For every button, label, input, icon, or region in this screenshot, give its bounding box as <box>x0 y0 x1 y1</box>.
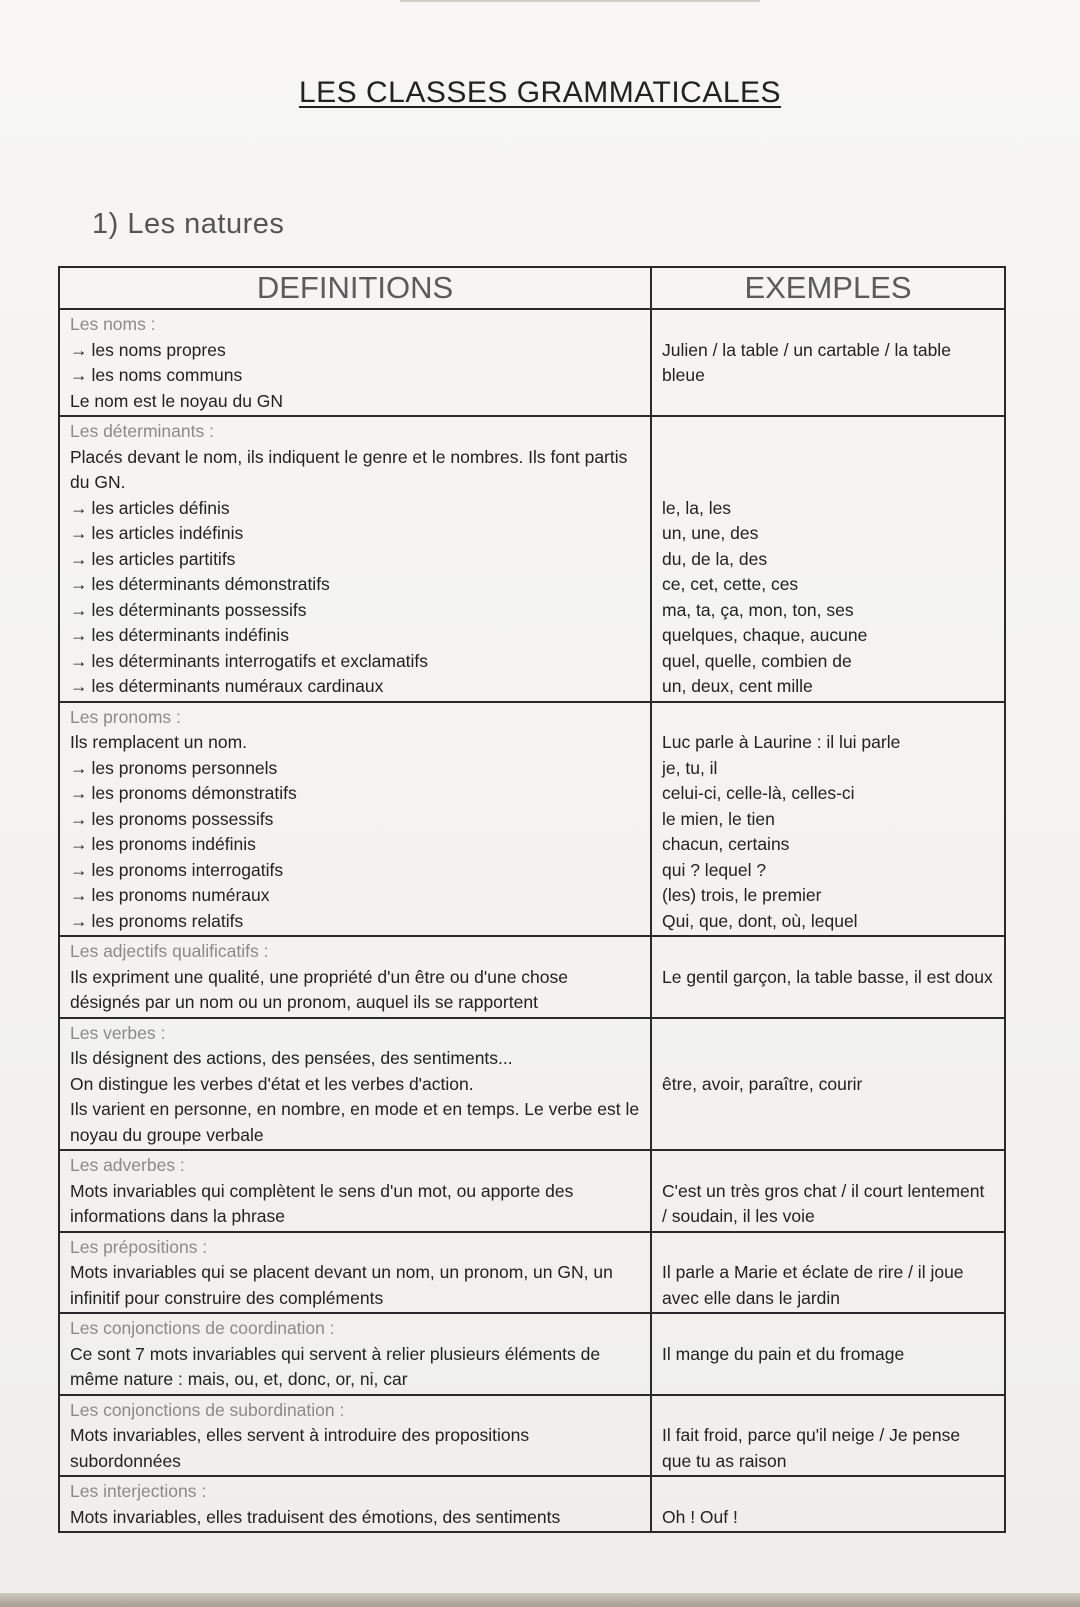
definition-cell <box>59 1313 651 1395</box>
arrow-icon: → <box>70 808 88 829</box>
list-item: → les pronoms indéfinis <box>70 834 256 854</box>
definition-cell <box>59 1018 651 1151</box>
table-row <box>59 1476 1005 1532</box>
table-row <box>59 309 1005 416</box>
definition-cell <box>59 1476 651 1532</box>
definition-cell <box>59 309 651 416</box>
list-item: → les pronoms relatifs <box>70 910 244 931</box>
example-cell: être, avoir, paraître, courir <box>651 1018 1005 1151</box>
example-text: ce, cet, cette, ces <box>662 574 799 594</box>
table-row <box>59 1313 1005 1395</box>
example-cell <box>651 936 1005 1018</box>
definition-cell <box>59 416 651 702</box>
list-item: → les noms communs <box>70 365 243 385</box>
table-row <box>59 936 1005 1018</box>
example-text: un, deux, cent mille <box>662 676 813 696</box>
example-text: qui ? lequel ? <box>662 859 767 880</box>
category-label: Les interjections : <box>70 1481 207 1501</box>
header-examples: EXEMPLES <box>651 267 1005 309</box>
bottom-edge <box>0 1593 1080 1607</box>
example-cell <box>651 1232 1005 1314</box>
arrow-icon: → <box>70 910 88 931</box>
example-text: le mien, le tien <box>662 808 775 829</box>
example-text: Luc parle à Laurine : il lui parle <box>662 732 901 752</box>
example-cell: Julien / la table / un cartable / la table bleue <box>651 309 1005 416</box>
arrow-icon: → <box>70 365 88 385</box>
arrow-icon: → <box>70 757 88 778</box>
example-text: Qui, que, dont, où, lequel <box>662 910 858 931</box>
list-item: → les noms propres <box>70 339 226 360</box>
definition-text: Mots invariables qui complètent le sens d'un mot, ou apporte des informations dans la phrase <box>70 1180 574 1226</box>
arrow-icon: → <box>70 599 88 620</box>
example-text: je, tu, il <box>662 757 718 778</box>
arrow-icon: → <box>70 497 88 518</box>
definition-cell <box>59 936 651 1018</box>
arrow-icon: → <box>70 574 88 594</box>
table-row <box>59 1018 1005 1151</box>
definition-text: Mots invariables qui se placent devant un nom, un pronom, un GN, un infinitif pour construire des compléments <box>70 1262 613 1308</box>
definition-text: Ils remplacent un nom. <box>70 732 248 752</box>
example-text: Oh ! Ouf ! <box>662 1506 738 1527</box>
list-item: → les pronoms démonstratifs <box>70 783 297 803</box>
example-cell <box>651 1150 1005 1232</box>
definition-text: Ils désignent des actions, des pensées, des sentiments... <box>70 1048 513 1068</box>
category-label: Les conjonctions de coordination : <box>70 1318 335 1338</box>
arrow-icon: → <box>70 523 88 543</box>
category-label: Les pronoms : <box>70 706 181 727</box>
definition-text: Le nom est le noyau du GN <box>70 390 284 411</box>
table-row <box>59 1395 1005 1477</box>
table-row <box>59 416 1005 702</box>
header-definitions: DEFINITIONS <box>59 267 651 309</box>
category-label: Les verbes : <box>70 1022 166 1043</box>
arrow-icon: → <box>70 834 88 854</box>
arrow-icon: → <box>70 650 88 671</box>
section-heading: 1) Les natures <box>92 208 285 240</box>
definition-cell <box>59 1150 651 1232</box>
arrow-icon: → <box>70 676 88 696</box>
table-row <box>59 1232 1005 1314</box>
list-item: → les déterminants numéraux cardinaux <box>70 676 384 696</box>
definition-text: On distingue les verbes d'état et les verbes d'action. <box>70 1073 474 1094</box>
list-item: → les déterminants possessifs <box>70 599 307 620</box>
example-text: du, de la, des <box>662 548 768 569</box>
list-item: → les articles indéfinis <box>70 523 244 543</box>
arrow-icon: → <box>70 885 88 905</box>
arrow-icon: → <box>70 625 88 645</box>
definition-text: Placés devant le nom, ils indiquent le genre et le nombres. Ils font partis du GN. <box>70 446 628 492</box>
example-text: le, la, les <box>662 497 732 518</box>
example-cell <box>651 416 1005 702</box>
natures-table <box>58 266 1006 1533</box>
top-edge-line <box>400 0 760 2</box>
definition-cell <box>59 702 651 937</box>
list-item: → les articles définis <box>70 497 230 518</box>
list-item: → les articles partitifs <box>70 548 236 569</box>
list-item: → les déterminants démonstratifs <box>70 574 330 594</box>
table-row <box>59 702 1005 937</box>
arrow-icon: → <box>70 783 88 803</box>
example-text: chacun, certains <box>662 834 790 854</box>
example-text: ma, ta, ça, mon, ton, ses <box>662 599 854 620</box>
example-text: un, une, des <box>662 523 759 543</box>
list-item: → les déterminants interrogatifs et exclamatifs <box>70 650 429 671</box>
example-text: (les) trois, le premier <box>662 885 822 905</box>
example-cell <box>651 1476 1005 1532</box>
definition-text: Ce sont 7 mots invariables qui servent à relier plusieurs éléments de même nature : mais, ou, et, donc, or, ni, car <box>70 1343 601 1389</box>
example-cell: Il mange du pain et du fromage <box>651 1313 1005 1395</box>
list-item: → les pronoms personnels <box>70 757 278 778</box>
definition-cell <box>59 1395 651 1477</box>
page-title: LES CLASSES GRAMMATICALES <box>298 76 782 109</box>
list-item: → les déterminants indéfinis <box>70 625 289 645</box>
table-header-row <box>59 267 1005 309</box>
example-cell <box>651 702 1005 937</box>
example-cell <box>651 1395 1005 1477</box>
category-label: Les prépositions : <box>70 1236 208 1257</box>
example-text: Le gentil garçon, la table basse, il est doux <box>662 966 993 987</box>
arrow-icon: → <box>70 859 88 880</box>
list-item: → les pronoms possessifs <box>70 808 274 829</box>
category-label: Les conjonctions de subordination : <box>70 1399 345 1420</box>
example-text: quelques, chaque, aucune <box>662 625 868 645</box>
definition-text: Mots invariables, elles servent à introduire des propositions subordonnées <box>70 1425 530 1471</box>
definition-text: Mots invariables, elles traduisent des émotions, des sentiments <box>70 1506 561 1527</box>
definition-text: Ils expriment une qualité, une propriété d'un être ou d'une chose désignés par un nom ou un pronom, auquel ils se rapportent <box>70 966 568 1012</box>
example-text: Il fait froid, parce qu'il neige / Je pense que tu as raison <box>662 1425 961 1471</box>
category-label: Les adverbes : <box>70 1155 185 1175</box>
definition-cell <box>59 1232 651 1314</box>
example-text: celui-ci, celle-là, celles-ci <box>662 783 855 803</box>
arrow-icon: → <box>70 339 88 360</box>
table-row <box>59 1150 1005 1232</box>
example-text: Il parle a Marie et éclate de rire / il joue avec elle dans le jardin <box>662 1262 964 1308</box>
category-label: Les noms : <box>70 314 156 334</box>
definition-text: Ils varient en personne, en nombre, en mode et en temps. Le verbe est le noyau du groupe verbale <box>70 1099 640 1145</box>
example-text: C'est un très gros chat / il court lentement / soudain, il les voie <box>662 1180 985 1226</box>
list-item: → les pronoms numéraux <box>70 885 270 905</box>
category-label: Les déterminants : <box>70 421 214 441</box>
list-item: → les pronoms interrogatifs <box>70 859 284 880</box>
category-label: Les adjectifs qualificatifs : <box>70 941 269 961</box>
arrow-icon: → <box>70 548 88 569</box>
example-text: quel, quelle, combien de <box>662 650 852 671</box>
